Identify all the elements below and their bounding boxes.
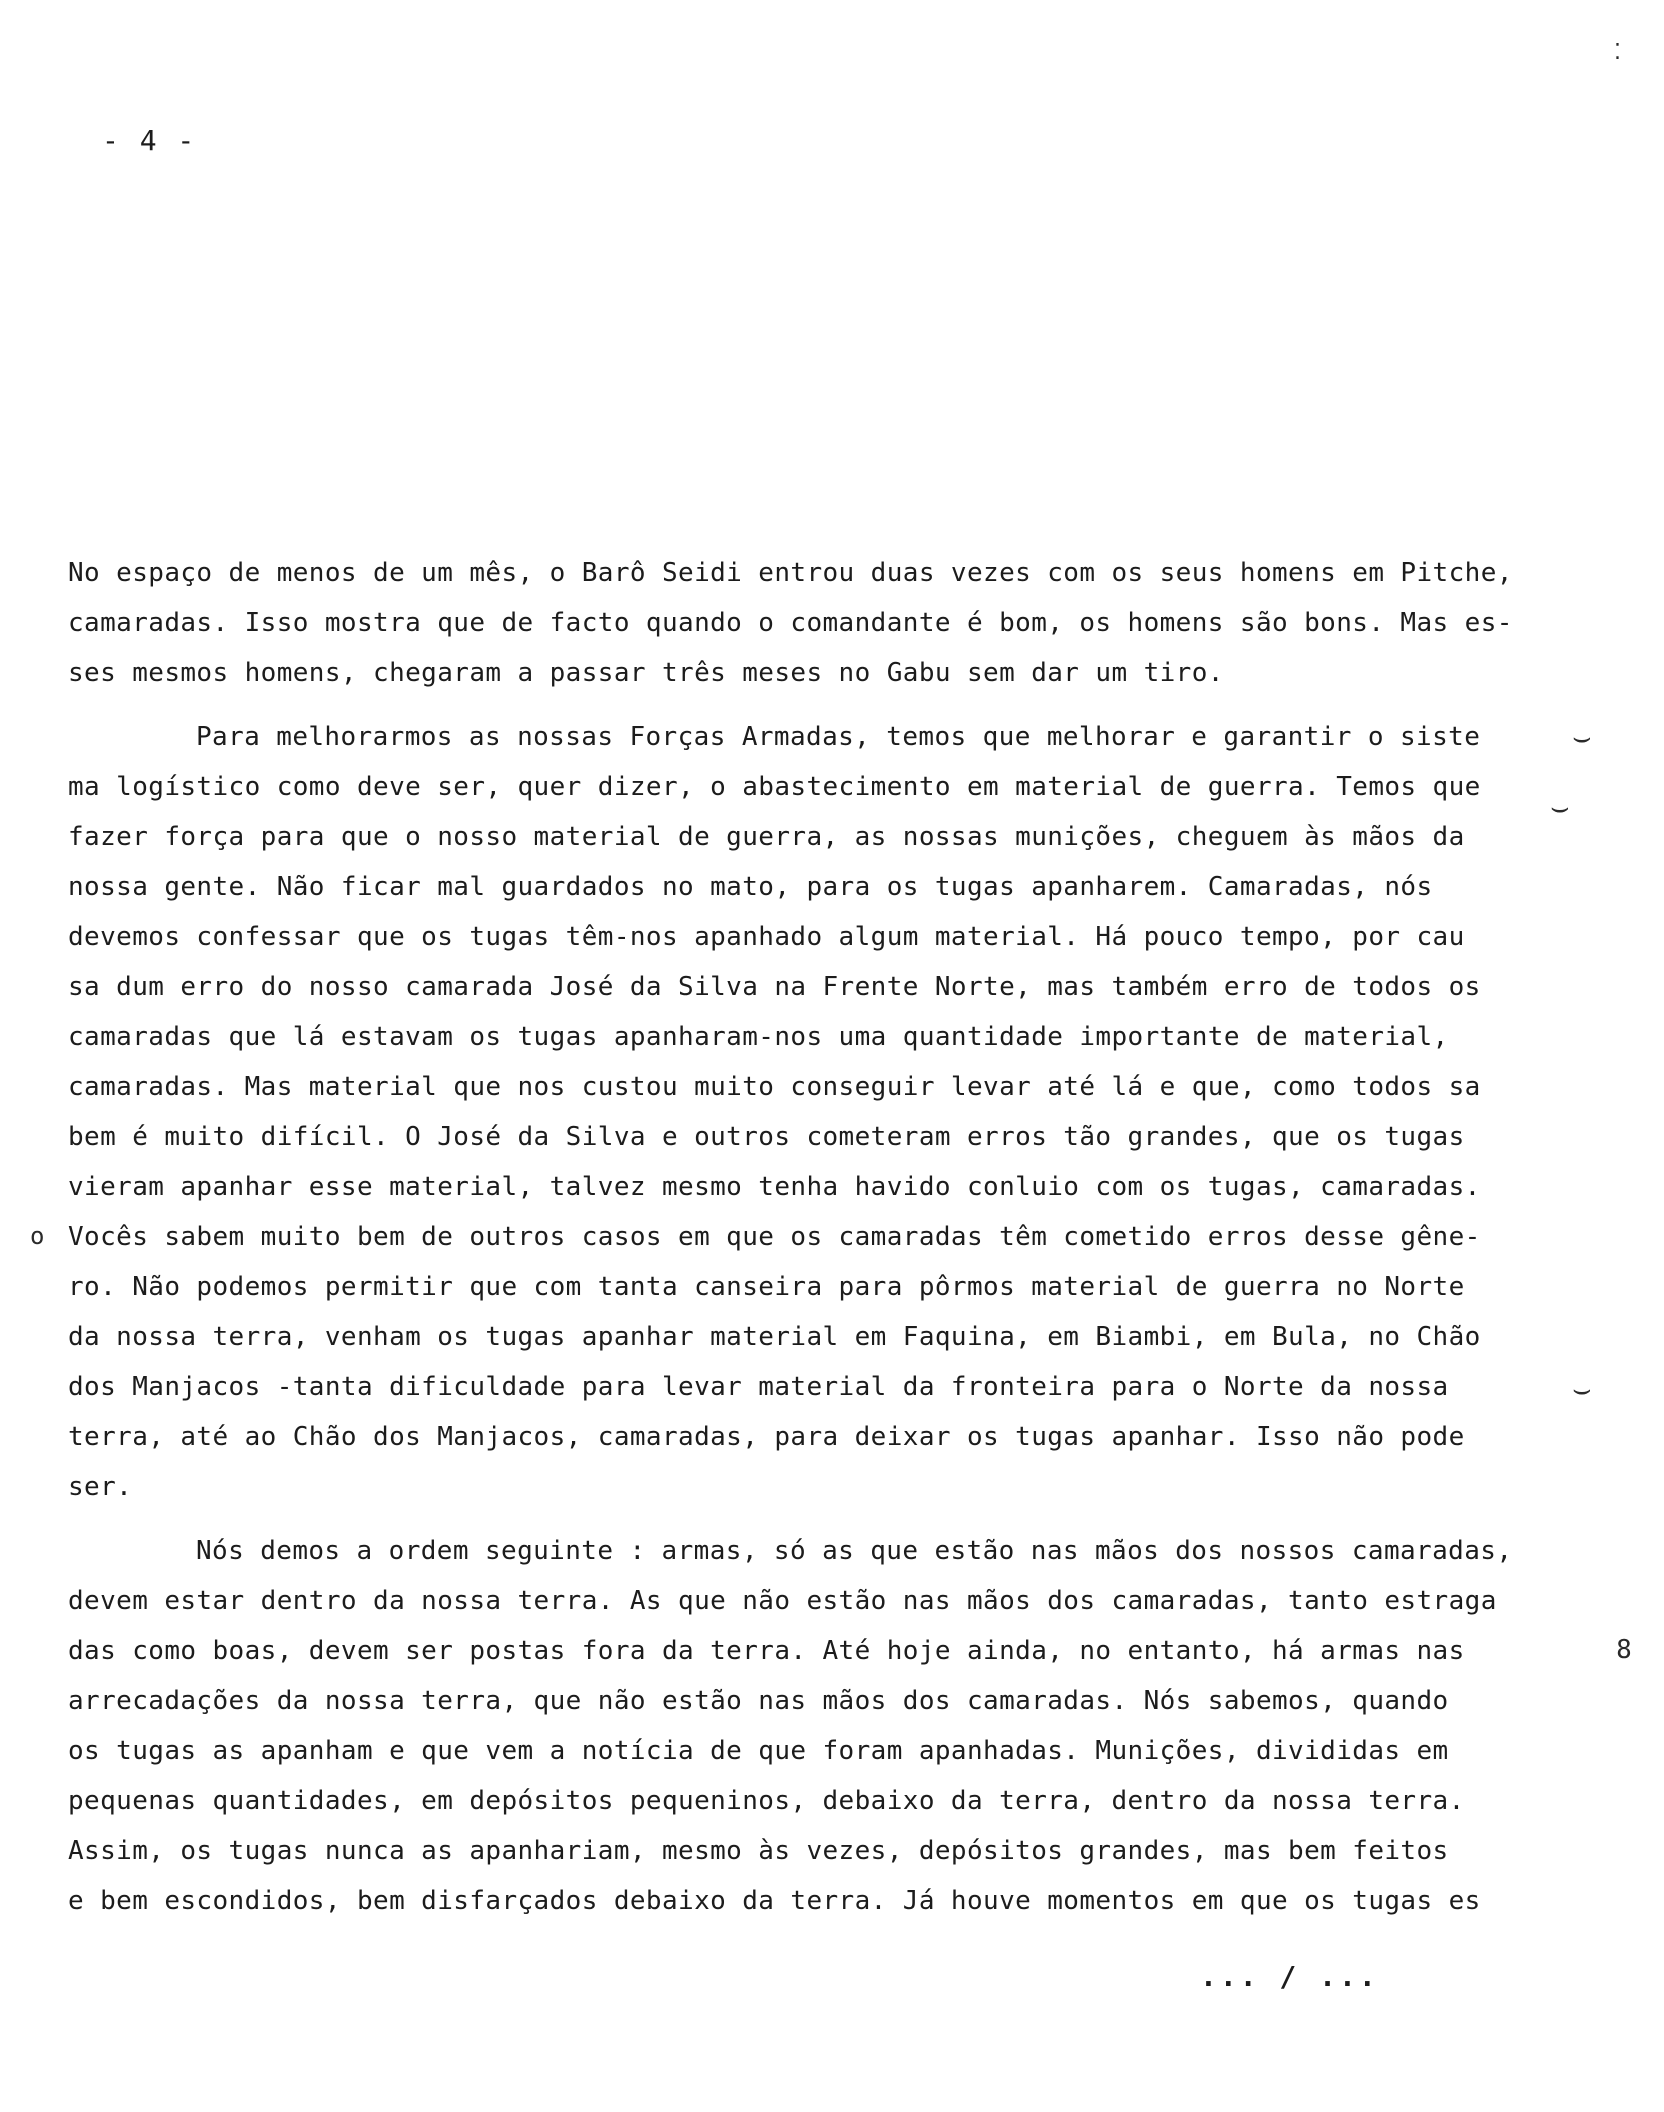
paragraph-1 [68, 548, 1513, 698]
text-line: terra, até ao Chão dos Manjacos, camaradas, para deixar os tugas apanhar. Isso não pode [68, 1422, 1465, 1452]
text-line: vieram apanhar esse material, talvez mesmo tenha havido conluio com os tugas, camaradas. [68, 1172, 1481, 1202]
text-line: pequenas quantidades, em depósitos pequeninos, debaixo da terra, dentro da nossa terra. [68, 1786, 1465, 1816]
text-line: da nossa terra, venham os tugas apanhar material em Faquina, em Biambi, em Bula, no Chão [68, 1322, 1481, 1352]
text-line: camaradas que lá estavam os tugas apanharam-nos uma quantidade importante de material, [68, 1022, 1449, 1052]
text-line: bem é muito difícil. O José da Silva e outros cometeram erros tão grandes, que os tugas [68, 1122, 1465, 1152]
text-line: arrecadações da nossa terra, que não estão nas mãos dos camaradas. Nós sabemos, quando [68, 1686, 1449, 1716]
text-line: os tugas as apanham e que vem a notícia de que foram apanhadas. Munições, divididas em [68, 1736, 1449, 1766]
text-line: ma logístico como deve ser, quer dizer, o abastecimento em material de guerra. Temos que [68, 772, 1481, 802]
margin-tick-mark: ⌣ [1572, 1372, 1592, 1407]
text-line: nossa gente. Não ficar mal guardados no mato, para os tugas apanharem. Camaradas, nós [68, 872, 1433, 902]
text-line: sa dum erro do nosso camarada José da Silva na Frente Norte, mas também erro de todos os [68, 972, 1481, 1002]
margin-dots-mark: ⁚ [1614, 40, 1621, 65]
text-line: ses mesmos homens, chegaram a passar três meses no Gabu sem dar um tiro. [68, 658, 1224, 688]
margin-circle-mark: o [30, 1222, 45, 1250]
margin-tick-mark: ⌣ [1572, 720, 1592, 755]
text-line: ser. [68, 1472, 133, 1502]
text-line: Assim, os tugas nunca as apanhariam, mesmo às vezes, depósitos grandes, mas bem feitos [68, 1836, 1449, 1866]
text-line: camaradas. Mas material que nos custou muito conseguir levar até lá e que, como todos sa [68, 1072, 1481, 1102]
text-line: devemos confessar que os tugas têm-nos apanhado algum material. Há pouco tempo, por cau [68, 922, 1465, 952]
margin-loops-mark: 8 [1616, 1635, 1632, 1665]
text-line: No espaço de menos de um mês, o Barô Seidi entrou duas vezes com os seus homens em Pitche, [68, 558, 1513, 588]
paragraph-3 [68, 1526, 1513, 1926]
text-line: ro. Não podemos permitir que com tanta canseira para pôrmos material de guerra no Norte [68, 1272, 1465, 1302]
text-line: Nós demos a ordem seguinte : armas, só as que estão nas mãos dos nossos camaradas, [196, 1536, 1513, 1566]
text-line: camaradas. Isso mostra que de facto quando o comandante é bom, os homens são bons. Mas es- [68, 608, 1513, 638]
text-line: e bem escondidos, bem disfarçados debaixo da terra. Já houve momentos em que os tugas es [68, 1886, 1481, 1916]
text-line: devem estar dentro da nossa terra. As que não estão nas mãos dos camaradas, tanto estraga [68, 1586, 1497, 1616]
page-number: - 4 - [102, 124, 197, 157]
document-body [68, 548, 1513, 1926]
paragraph-2 [68, 712, 1488, 1512]
margin-tick-mark: ⌣ [1550, 790, 1570, 825]
text-line: dos Manjacos -tanta dificuldade para levar material da fronteira para o Norte da nossa [68, 1372, 1449, 1402]
text-line: das como boas, devem ser postas fora da terra. Até hoje ainda, no entanto, há armas nas [68, 1636, 1465, 1666]
continuation-mark: ... / ... [1200, 1960, 1379, 1993]
text-line: Vocês sabem muito bem de outros casos em que os camaradas têm cometido erros desse gêne- [68, 1222, 1481, 1252]
text-line: fazer força para que o nosso material de guerra, as nossas munições, cheguem às mãos da [68, 822, 1465, 852]
text-line: Para melhorarmos as nossas Forças Armadas, temos que melhorar e garantir o siste [196, 722, 1481, 752]
